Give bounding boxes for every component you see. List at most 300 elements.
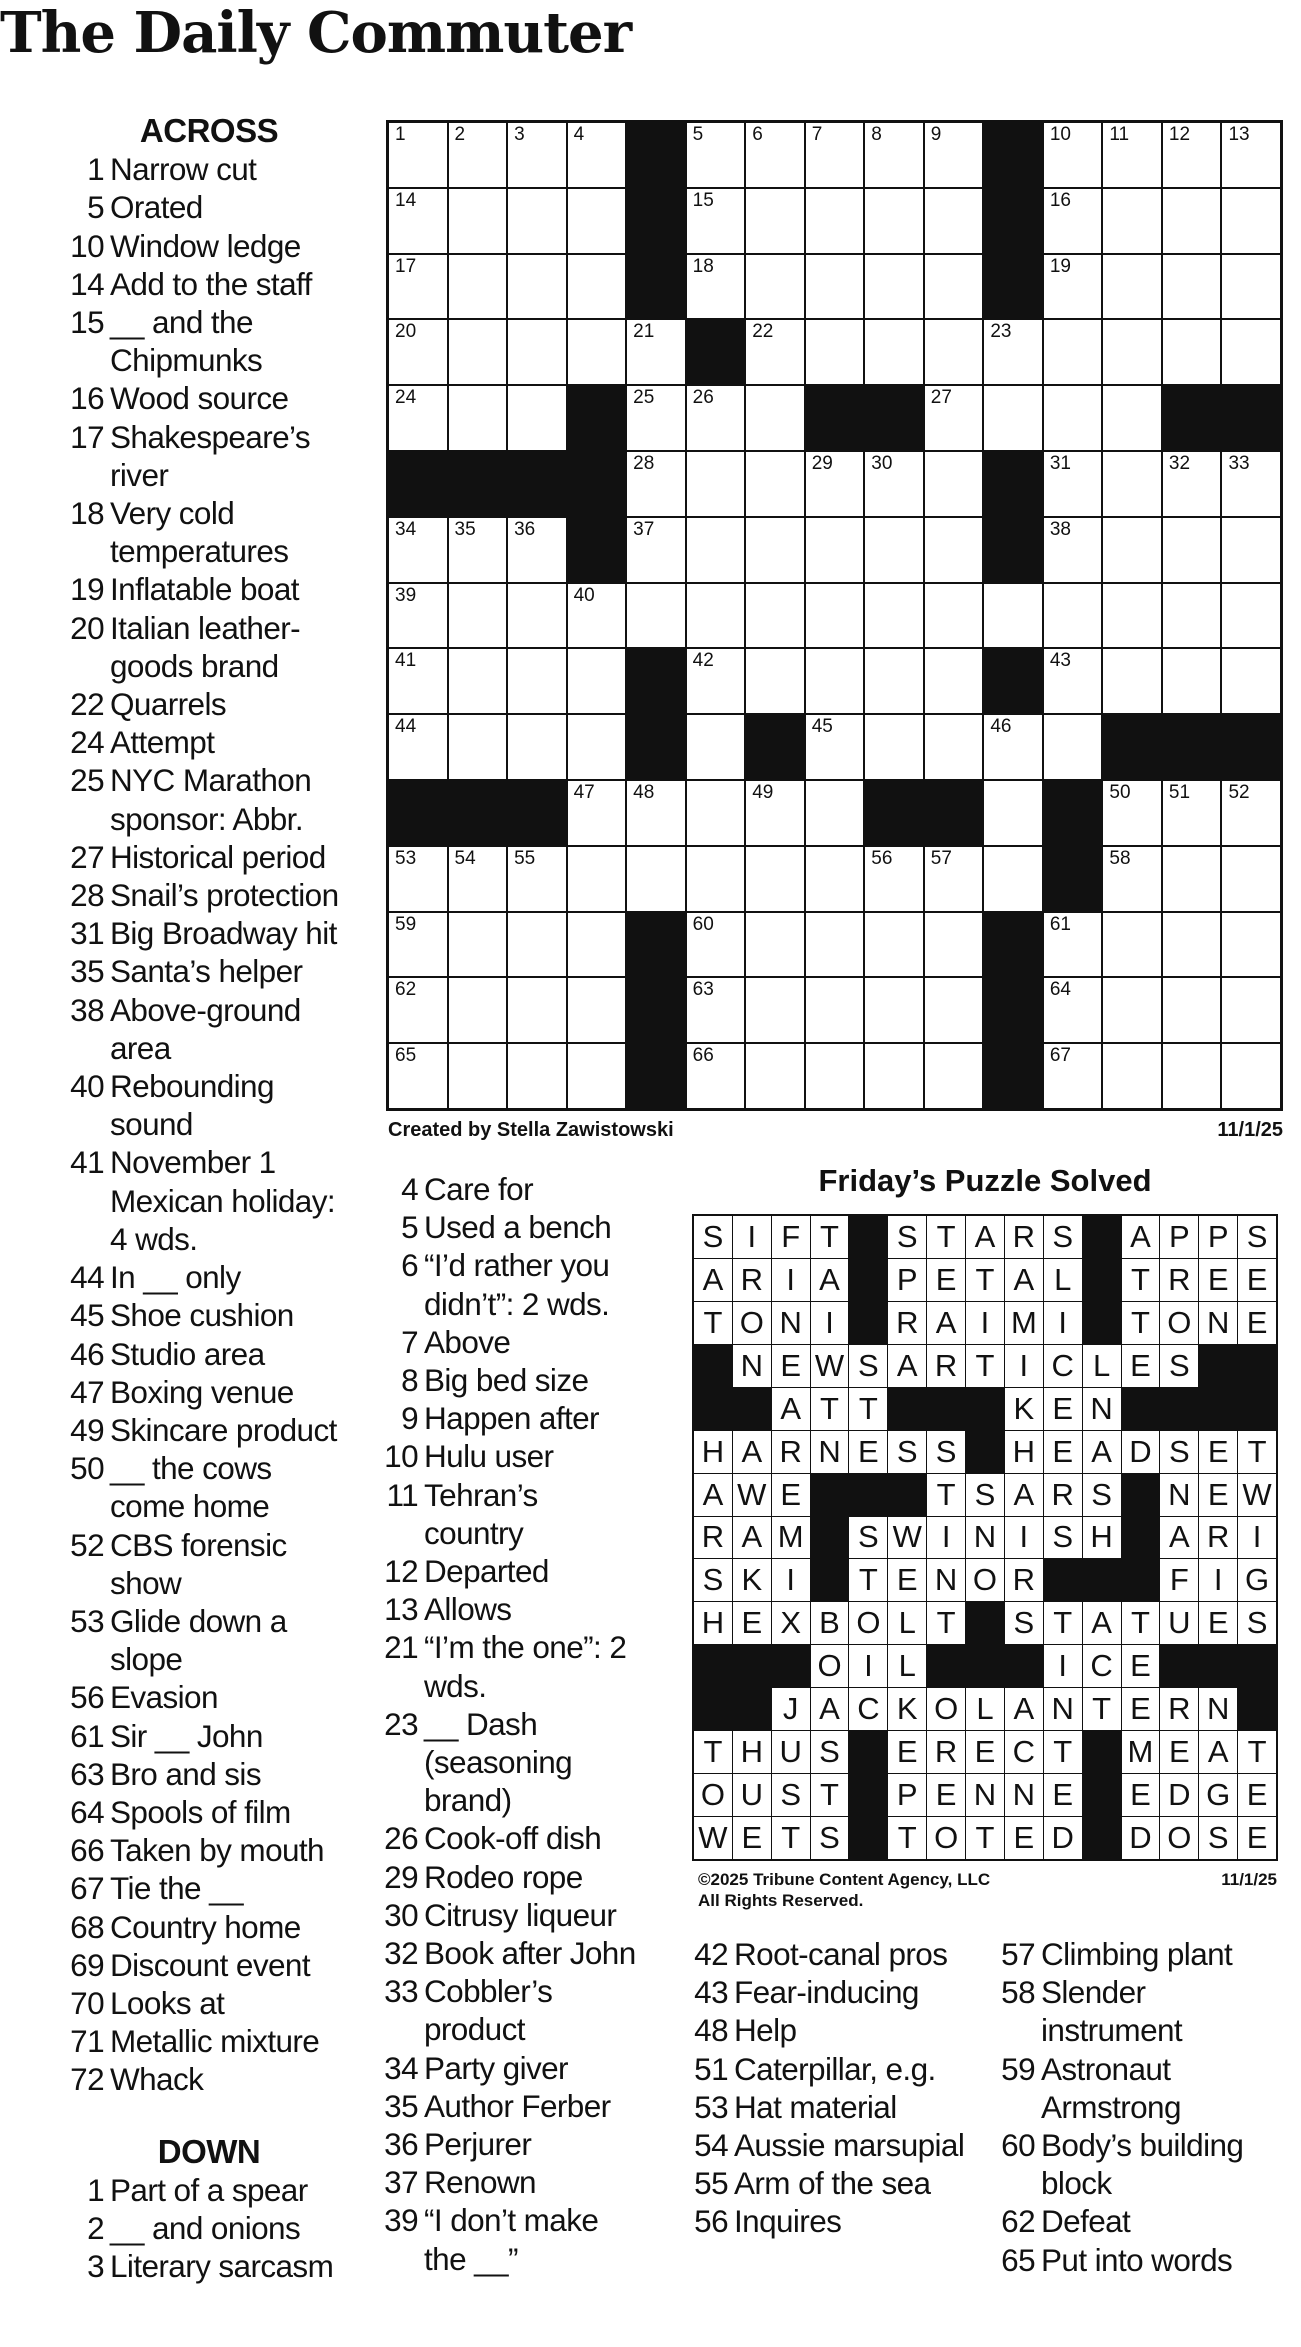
clue-text: Bro and sis xyxy=(110,1755,261,1792)
cell-number: 23 xyxy=(990,321,1012,343)
grid-cell[interactable] xyxy=(925,452,983,516)
grid-cell[interactable] xyxy=(449,386,507,450)
clue-number: 12 xyxy=(384,1553,418,1590)
grid-cell[interactable] xyxy=(1044,123,1102,187)
grid-cell[interactable] xyxy=(806,189,864,253)
grid-cell[interactable] xyxy=(984,781,1042,845)
solution-cell: T xyxy=(849,1388,887,1430)
clue-text: Citrusy liqueur xyxy=(424,1896,617,1933)
grid-cell[interactable] xyxy=(1222,913,1280,977)
grid-cell[interactable] xyxy=(687,1044,745,1108)
grid-cell[interactable] xyxy=(568,781,626,845)
grid-cell[interactable] xyxy=(1163,584,1221,648)
grid-cell[interactable] xyxy=(508,649,566,713)
solution-cell: A xyxy=(811,1259,849,1301)
grid-cell[interactable] xyxy=(1222,847,1280,911)
grid-cell[interactable] xyxy=(508,978,566,1042)
grid-cell[interactable] xyxy=(449,1044,507,1108)
grid-cell[interactable] xyxy=(1163,978,1221,1042)
solution-cell: M xyxy=(1005,1302,1043,1344)
grid-cell[interactable] xyxy=(865,715,923,779)
cell-number: 39 xyxy=(395,584,417,606)
grid-cell[interactable] xyxy=(925,123,983,187)
grid-cell[interactable] xyxy=(1163,518,1221,582)
grid-cell[interactable] xyxy=(1222,320,1280,384)
grid-cell[interactable] xyxy=(687,781,745,845)
grid-cell[interactable] xyxy=(865,452,923,516)
grid-cell[interactable] xyxy=(687,847,745,911)
grid-cell[interactable] xyxy=(389,584,447,648)
grid-cell[interactable] xyxy=(1222,123,1280,187)
clue-number: 15 xyxy=(70,304,104,341)
grid-cell[interactable] xyxy=(746,649,804,713)
grid-cell[interactable] xyxy=(568,715,626,779)
black-square xyxy=(1199,1645,1237,1687)
grid-cell[interactable] xyxy=(746,913,804,977)
grid-cell[interactable] xyxy=(389,649,447,713)
grid-cell[interactable] xyxy=(806,518,864,582)
solution-cell: P xyxy=(1160,1216,1198,1258)
black-square xyxy=(1122,1474,1160,1516)
solution-cell: S xyxy=(1005,1602,1043,1644)
cell-number: 36 xyxy=(514,518,536,540)
grid-cell[interactable] xyxy=(687,189,745,253)
solution-cell: N xyxy=(1199,1688,1237,1730)
grid-cell[interactable] xyxy=(925,715,983,779)
grid-cell[interactable] xyxy=(806,847,864,911)
clue-number: 47 xyxy=(70,1373,104,1410)
cell-number: 16 xyxy=(1049,189,1071,211)
clue-text: Astronaut Armstrong xyxy=(1041,2050,1181,2125)
grid-cell[interactable] xyxy=(806,978,864,1042)
solution-cell: I xyxy=(733,1216,771,1258)
grid-cell[interactable] xyxy=(1044,584,1102,648)
grid-cell[interactable] xyxy=(1103,1044,1161,1108)
grid-cell[interactable] xyxy=(687,123,745,187)
cell-number: 43 xyxy=(1049,650,1071,672)
grid-cell[interactable] xyxy=(508,123,566,187)
grid-cell[interactable] xyxy=(1222,255,1280,319)
grid-cell[interactable] xyxy=(687,649,745,713)
solution-cell: D xyxy=(1122,1431,1160,1473)
solution-cell: C xyxy=(1044,1345,1082,1387)
grid-cell[interactable] xyxy=(984,715,1042,779)
grid-cell[interactable] xyxy=(627,584,685,648)
grid-cell[interactable] xyxy=(746,978,804,1042)
solution-cell: A xyxy=(811,1688,849,1730)
solution-cell: T xyxy=(772,1817,810,1859)
black-square xyxy=(449,781,507,845)
black-square xyxy=(1222,386,1280,450)
black-square xyxy=(746,715,804,779)
grid-cell[interactable] xyxy=(389,913,447,977)
grid-cell[interactable] xyxy=(925,189,983,253)
clue-text: Evasion xyxy=(110,1679,218,1716)
across-clues-column xyxy=(68,112,350,2285)
grid-cell[interactable] xyxy=(449,320,507,384)
grid-cell[interactable] xyxy=(449,518,507,582)
grid-cell[interactable] xyxy=(568,649,626,713)
black-square xyxy=(811,1474,849,1516)
grid-cell[interactable] xyxy=(806,452,864,516)
black-square xyxy=(966,1388,1004,1430)
black-square xyxy=(927,1388,965,1430)
solution-cell: D xyxy=(1122,1817,1160,1859)
grid-cell[interactable] xyxy=(865,189,923,253)
cell-number: 14 xyxy=(395,189,417,211)
grid-cell[interactable] xyxy=(687,584,745,648)
solution-cell: E xyxy=(1160,1731,1198,1773)
solution-cell: T xyxy=(927,1602,965,1644)
grid-cell[interactable] xyxy=(508,584,566,648)
grid-cell[interactable] xyxy=(389,518,447,582)
grid-cell[interactable] xyxy=(984,584,1042,648)
grid-cell[interactable] xyxy=(1222,584,1280,648)
grid-cell[interactable] xyxy=(389,320,447,384)
grid-cell[interactable] xyxy=(746,189,804,253)
grid-cell[interactable] xyxy=(1163,320,1221,384)
grid-cell[interactable] xyxy=(508,715,566,779)
grid-cell[interactable] xyxy=(389,189,447,253)
grid-cell[interactable] xyxy=(1222,518,1280,582)
grid-cell[interactable] xyxy=(568,255,626,319)
grid-cell[interactable] xyxy=(449,584,507,648)
grid-cell[interactable] xyxy=(865,978,923,1042)
grid-cell[interactable] xyxy=(1044,978,1102,1042)
grid-cell[interactable] xyxy=(806,781,864,845)
black-square xyxy=(1103,715,1161,779)
clue-item xyxy=(68,2209,350,2247)
grid-cell[interactable] xyxy=(806,913,864,977)
solution-cell: I xyxy=(772,1559,810,1601)
grid-cell[interactable] xyxy=(925,518,983,582)
down-clue-list-3 xyxy=(688,1935,973,2241)
grid-cell[interactable] xyxy=(1044,518,1102,582)
clue-item xyxy=(378,1628,640,1704)
clue-text: Orated xyxy=(110,189,203,226)
grid-cell[interactable] xyxy=(389,255,447,319)
grid-cell[interactable] xyxy=(1044,649,1102,713)
cell-number: 28 xyxy=(633,452,655,474)
clue-item xyxy=(68,1526,350,1602)
black-square xyxy=(966,1431,1004,1473)
grid-cell[interactable] xyxy=(627,518,685,582)
clue-number: 41 xyxy=(70,1144,104,1181)
clue-number: 5 xyxy=(87,189,104,226)
solution-cell: A xyxy=(733,1517,771,1559)
grid-cell[interactable] xyxy=(1044,320,1102,384)
grid-cell[interactable] xyxy=(389,123,447,187)
grid-cell[interactable] xyxy=(568,584,626,648)
clue-item xyxy=(995,1935,1285,1973)
grid-cell[interactable] xyxy=(687,386,745,450)
solution-cell: N xyxy=(966,1517,1004,1559)
grid-cell[interactable] xyxy=(806,649,864,713)
grid-cell[interactable] xyxy=(746,386,804,450)
clue-number: 43 xyxy=(694,1974,728,2011)
clue-item xyxy=(68,609,350,685)
solution-cell: S xyxy=(1044,1517,1082,1559)
grid-cell[interactable] xyxy=(568,1044,626,1108)
grid-cell[interactable] xyxy=(865,847,923,911)
grid-cell[interactable] xyxy=(984,320,1042,384)
clue-item xyxy=(688,2088,973,2126)
cell-number: 6 xyxy=(752,124,763,145)
grid-cell[interactable] xyxy=(865,320,923,384)
solution-cell: E xyxy=(1122,1774,1160,1816)
grid-cell[interactable] xyxy=(1103,452,1161,516)
grid-cell[interactable] xyxy=(1163,255,1221,319)
grid-cell[interactable] xyxy=(1222,189,1280,253)
grid-cell[interactable] xyxy=(389,847,447,911)
grid-cell[interactable] xyxy=(568,978,626,1042)
grid-cell[interactable] xyxy=(449,847,507,911)
clue-number: 58 xyxy=(1001,1974,1035,2011)
solution-cell: I xyxy=(1005,1517,1043,1559)
clue-text: __ and the Chipmunks xyxy=(110,304,263,379)
grid-cell[interactable] xyxy=(687,913,745,977)
grid-cell[interactable] xyxy=(1163,189,1221,253)
grid-cell[interactable] xyxy=(865,1044,923,1108)
grid-cell[interactable] xyxy=(746,584,804,648)
cell-number: 44 xyxy=(395,716,417,738)
clue-item xyxy=(378,1934,640,1972)
clue-number: 56 xyxy=(694,2203,728,2240)
grid-cell[interactable] xyxy=(1103,189,1161,253)
solution-cell: E xyxy=(733,1817,771,1859)
grid-cell[interactable] xyxy=(389,978,447,1042)
grid-cell[interactable] xyxy=(568,847,626,911)
grid-cell[interactable] xyxy=(508,386,566,450)
grid-cell[interactable] xyxy=(627,386,685,450)
down-heading: DOWN xyxy=(157,2132,261,2170)
grid-cell[interactable] xyxy=(627,847,685,911)
grid-cell[interactable] xyxy=(925,649,983,713)
puzzle-credit: Created by Stella Zawistowski xyxy=(388,1119,674,1141)
clue-text: CBS forensic show xyxy=(110,1526,287,1601)
grid-cell[interactable] xyxy=(1222,781,1280,845)
black-square xyxy=(927,1645,965,1687)
clue-number: 66 xyxy=(70,1832,104,1869)
grid-cell[interactable] xyxy=(1163,452,1221,516)
grid-cell[interactable] xyxy=(865,649,923,713)
grid-cell[interactable] xyxy=(1044,255,1102,319)
clue-number: 22 xyxy=(70,686,104,723)
grid-cell[interactable] xyxy=(865,123,923,187)
grid-cell[interactable] xyxy=(389,715,447,779)
grid-cell[interactable] xyxy=(449,123,507,187)
grid-cell[interactable] xyxy=(449,715,507,779)
solution-cell: R xyxy=(1160,1688,1198,1730)
grid-cell[interactable] xyxy=(865,518,923,582)
grid-cell[interactable] xyxy=(1044,715,1102,779)
grid-cell[interactable] xyxy=(925,1044,983,1108)
clue-item xyxy=(378,1361,640,1399)
clue-text: Quarrels xyxy=(110,686,226,723)
solution-cell: T xyxy=(849,1559,887,1601)
grid-cell[interactable] xyxy=(627,320,685,384)
grid-cell[interactable] xyxy=(925,320,983,384)
solution-cell: S xyxy=(811,1817,849,1859)
solution-cell: A xyxy=(888,1345,926,1387)
grid-cell[interactable] xyxy=(568,123,626,187)
clue-item xyxy=(378,2163,640,2201)
grid-cell[interactable] xyxy=(865,255,923,319)
grid-cell[interactable] xyxy=(1163,781,1221,845)
grid-cell[interactable] xyxy=(1103,978,1161,1042)
grid-cell[interactable] xyxy=(806,1044,864,1108)
black-square xyxy=(1199,1388,1237,1430)
grid-cell[interactable] xyxy=(508,913,566,977)
grid-cell[interactable] xyxy=(1103,255,1161,319)
grid-cell[interactable] xyxy=(746,847,804,911)
grid-cell[interactable] xyxy=(925,978,983,1042)
solution-cell: I xyxy=(927,1517,965,1559)
clue-number: 40 xyxy=(70,1068,104,1105)
grid-cell[interactable] xyxy=(925,386,983,450)
solution-cell: O xyxy=(927,1688,965,1730)
solution-cell: O xyxy=(811,1645,849,1687)
grid-cell[interactable] xyxy=(1222,1044,1280,1108)
grid-cell[interactable] xyxy=(1163,913,1221,977)
black-square xyxy=(1163,386,1221,450)
grid-cell[interactable] xyxy=(865,913,923,977)
clue-item xyxy=(378,1208,640,1246)
grid-cell[interactable] xyxy=(925,847,983,911)
grid-cell[interactable] xyxy=(1103,123,1161,187)
solution-cell: E xyxy=(966,1731,1004,1773)
grid-cell[interactable] xyxy=(806,255,864,319)
grid-cell[interactable] xyxy=(627,452,685,516)
grid-cell[interactable] xyxy=(746,452,804,516)
clue-item xyxy=(68,914,350,952)
grid-cell[interactable] xyxy=(687,518,745,582)
cell-number: 65 xyxy=(395,1045,417,1067)
grid-cell[interactable] xyxy=(746,518,804,582)
cell-number: 49 xyxy=(752,781,774,803)
grid-cell[interactable] xyxy=(687,978,745,1042)
solution-cell: A xyxy=(1083,1431,1121,1473)
grid-cell[interactable] xyxy=(984,386,1042,450)
grid-cell[interactable] xyxy=(1222,649,1280,713)
grid-cell[interactable] xyxy=(746,320,804,384)
clue-number: 38 xyxy=(70,991,104,1028)
grid-cell[interactable] xyxy=(746,781,804,845)
grid-cell[interactable] xyxy=(508,847,566,911)
solution-cell: J xyxy=(772,1688,810,1730)
black-square xyxy=(1005,1645,1043,1687)
grid-cell[interactable] xyxy=(746,123,804,187)
grid-cell[interactable] xyxy=(568,189,626,253)
grid-cell[interactable] xyxy=(389,1044,447,1108)
clue-item xyxy=(68,150,350,188)
clue-text: Santa’s helper xyxy=(110,953,303,990)
clue-text: Inquires xyxy=(734,2203,842,2240)
grid-cell[interactable] xyxy=(687,255,745,319)
grid-cell[interactable] xyxy=(1103,518,1161,582)
grid-cell[interactable] xyxy=(746,1044,804,1108)
grid-cell[interactable] xyxy=(1222,452,1280,516)
solution-cell: B xyxy=(811,1602,849,1644)
grid-cell[interactable] xyxy=(508,1044,566,1108)
grid-cell[interactable] xyxy=(1163,123,1221,187)
grid-cell[interactable] xyxy=(1103,320,1161,384)
solution-cell: N xyxy=(927,1559,965,1601)
grid-cell[interactable] xyxy=(449,978,507,1042)
clue-text: Hulu user xyxy=(424,1438,554,1475)
grid-cell[interactable] xyxy=(1044,1044,1102,1108)
black-square xyxy=(508,452,566,516)
grid-cell[interactable] xyxy=(1222,978,1280,1042)
clue-number: 14 xyxy=(70,265,104,302)
grid-cell[interactable] xyxy=(687,715,745,779)
cell-number: 22 xyxy=(752,321,774,343)
grid-cell[interactable] xyxy=(1103,584,1161,648)
grid-cell[interactable] xyxy=(1103,781,1161,845)
grid-cell[interactable] xyxy=(389,386,447,450)
grid-cell[interactable] xyxy=(687,452,745,516)
grid-cell[interactable] xyxy=(449,189,507,253)
solution-cell: I xyxy=(1044,1302,1082,1344)
grid-cell[interactable] xyxy=(1044,386,1102,450)
grid-cell[interactable] xyxy=(568,913,626,977)
cell-number: 20 xyxy=(395,321,417,343)
grid-cell[interactable] xyxy=(1103,847,1161,911)
solution-cell: A xyxy=(694,1474,732,1516)
solution-cell: S xyxy=(694,1216,732,1258)
clue-item xyxy=(688,2164,973,2202)
solution-cell: A xyxy=(1005,1259,1043,1301)
grid-cell[interactable] xyxy=(865,584,923,648)
grid-cell[interactable] xyxy=(806,123,864,187)
grid-cell[interactable] xyxy=(925,584,983,648)
grid-cell[interactable] xyxy=(449,255,507,319)
grid-cell[interactable] xyxy=(746,255,804,319)
grid-cell[interactable] xyxy=(1044,913,1102,977)
grid-cell[interactable] xyxy=(1163,649,1221,713)
grid-cell[interactable] xyxy=(449,913,507,977)
clue-item xyxy=(68,494,350,570)
grid-cell[interactable] xyxy=(627,781,685,845)
grid-cell[interactable] xyxy=(1044,452,1102,516)
grid-cell[interactable] xyxy=(508,255,566,319)
grid-cell[interactable] xyxy=(1044,189,1102,253)
grid-cell[interactable] xyxy=(806,584,864,648)
grid-cell[interactable] xyxy=(806,715,864,779)
grid-cell[interactable] xyxy=(508,518,566,582)
grid-cell[interactable] xyxy=(1103,386,1161,450)
grid-cell[interactable] xyxy=(1103,649,1161,713)
grid-cell[interactable] xyxy=(806,320,864,384)
grid-cell[interactable] xyxy=(925,255,983,319)
grid-cell[interactable] xyxy=(1163,847,1221,911)
grid-cell[interactable] xyxy=(925,913,983,977)
grid-cell[interactable] xyxy=(1103,913,1161,977)
black-square xyxy=(568,452,626,516)
grid-cell[interactable] xyxy=(508,189,566,253)
grid-cell[interactable] xyxy=(984,847,1042,911)
down-clue-list-2 xyxy=(378,1170,640,2278)
grid-cell[interactable] xyxy=(1163,1044,1221,1108)
clue-number: 48 xyxy=(694,2012,728,2049)
clue-number: 32 xyxy=(384,1935,418,1972)
grid-cell[interactable] xyxy=(508,320,566,384)
grid-cell[interactable] xyxy=(568,320,626,384)
grid-cell[interactable] xyxy=(449,649,507,713)
clue-item xyxy=(68,1984,350,2022)
clue-text: Party giver xyxy=(424,2049,568,2086)
clue-text: Cobbler’s product xyxy=(424,1973,553,2048)
